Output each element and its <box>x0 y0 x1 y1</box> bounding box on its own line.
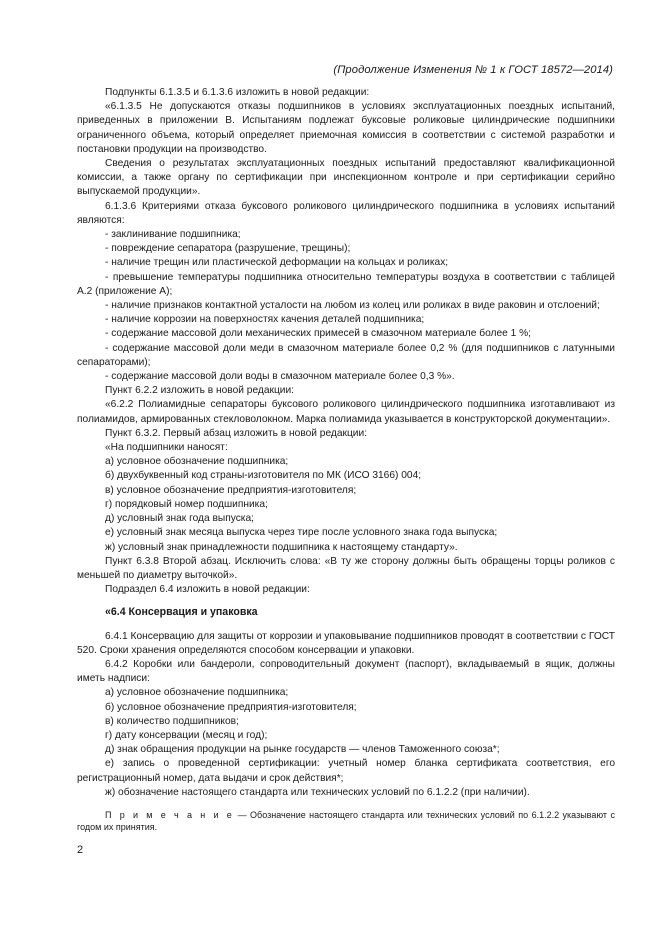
paragraph: «6.1.3.5 Не допускаются отказы подшипников в условиях эксплуатационных поездных испытаний, приведенных в приложении В. Испытаниям подлежат буксовые роликовые цилиндрические подшипники ограниченного объема, который определяет приемочная комиссия в соответствии с системой разработки и постановки продукции на производство. <box>77 101 615 155</box>
section-heading: «6.4 Консервация и упаковка <box>105 606 258 619</box>
paragraph: е) условный знак месяца выпуска через тире после условного знака года выпуска; <box>105 527 498 539</box>
paragraph: ж) условный знак принадлежности подшипника к настоящему стандарту». <box>105 541 458 553</box>
paragraph: е) запись о проведенной сертификации: учетный номер бланка сертификата соответствия, его регистрационный номер, дата выдачи и срок действия*; <box>77 758 615 784</box>
paragraph: - превышение температуры подшипника относительно температуры воздуха в соответствии с таблицей А.2 (приложение А); <box>77 271 615 297</box>
paragraph: Пункт 6.3.8 Второй абзац. Исключить слова: «В ту же сторону должны быть обращены торцы роликов с меньшей по диаметру выточкой». <box>77 555 615 581</box>
paragraph: д) условный знак года выпуска; <box>105 513 254 525</box>
paragraph: - наличие трещин или пластической деформации на кольцах и роликах; <box>105 257 449 269</box>
paragraph: Пункт 6.3.2. Первый абзац изложить в новой редакции: <box>105 427 368 439</box>
paragraph: - заклинивание подшипника; <box>105 229 241 241</box>
paragraph: д) знак обращения продукции на рынке государств — членов Таможенного союза*; <box>105 744 500 756</box>
continuation-header: (Продолжение Изменения № 1 к ГОСТ 18572—2014) <box>333 64 613 76</box>
paragraph: «На подшипники наносят: <box>105 442 228 454</box>
paragraph: ж) обозначение настоящего стандарта или технических условий по 6.1.2.2 (при наличии). <box>105 786 530 798</box>
paragraph: 6.4.1 Консервацию для защиты от коррозии и упаковывание подшипников проводят в соответствии с ГОСТ 520. Сроки хранения определяются способом консервации и упаковки. <box>77 630 615 656</box>
paragraph: а) условное обозначение подшипника; <box>105 456 289 468</box>
paragraph: - повреждение сепаратора (разрушение, трещины); <box>105 243 351 255</box>
paragraph: Подпункты 6.1.3.5 и 6.1.3.6 изложить в новой редакции: <box>105 87 370 98</box>
paragraph: - наличие коррозии на поверхностях качения деталей подшипника; <box>105 314 425 326</box>
paragraph: - наличие признаков контактной усталости на любом из колец или роликах в виде раковин и отслоений; <box>105 300 600 312</box>
paragraph: - содержание массовой доли механических примесей в смазочном материале более 1 %; <box>105 328 532 340</box>
paragraph: - содержание массовой доли воды в смазочном материале более 0,3 %». <box>105 371 455 383</box>
paragraph: 6.1.3.6 Критериями отказа буксового роликового цилиндрического подшипника в условиях испытаний являются: <box>77 200 615 226</box>
paragraph: б) условное обозначение предприятия-изготовителя; <box>105 701 357 713</box>
paragraph: в) условное обозначение предприятия-изготовителя; <box>105 484 357 496</box>
paragraph: б) двухбуквенный код страны-изготовителя по МК (ИСО 3166) 004; <box>105 470 422 482</box>
note-text: — Обозначение настоящего стандарта или технических условий по 6.1.2.2 указывают с годом их принятия. <box>77 809 616 833</box>
paragraph: - содержание массовой доли меди в смазочном материале более 0,2 % (для подшипников с латунными сепараторами); <box>77 342 615 368</box>
paragraph: Пункт 6.2.2 изложить в новой редакции: <box>105 385 295 397</box>
paragraph: в) количество подшипников; <box>105 715 239 727</box>
page-number: 2 <box>77 844 84 856</box>
paragraph: Сведения о результатах эксплуатационных поездных испытаний предоставляют квалификационной комиссии, а также органу по сертификации при инспекционном контроле и при сертификации серийно выпускаемой продукции». <box>77 158 615 198</box>
paragraph: а) условное обозначение подшипника; <box>105 687 289 699</box>
paragraph: г) дату консервации (месяц и год); <box>105 729 268 741</box>
document-body <box>77 86 615 834</box>
paragraph: Подраздел 6.4 изложить в новой редакции: <box>105 584 310 596</box>
note-label: П р и м е ч а н и е <box>105 809 235 820</box>
paragraph: 6.4.2 Коробки или бандероли, сопроводительный документ (паспорт), вкладываемый в ящик, должны иметь надписи: <box>77 658 615 685</box>
paragraph: г) порядковый номер подшипника; <box>105 498 268 510</box>
note <box>77 809 615 834</box>
paragraph: «6.2.2 Полиамидные сепараторы буксового роликового цилиндрического подшипника изготавливают из полиамидов, армированных стекловолокном. Марка полиамида указывается в конструкторской документации». <box>77 399 615 425</box>
